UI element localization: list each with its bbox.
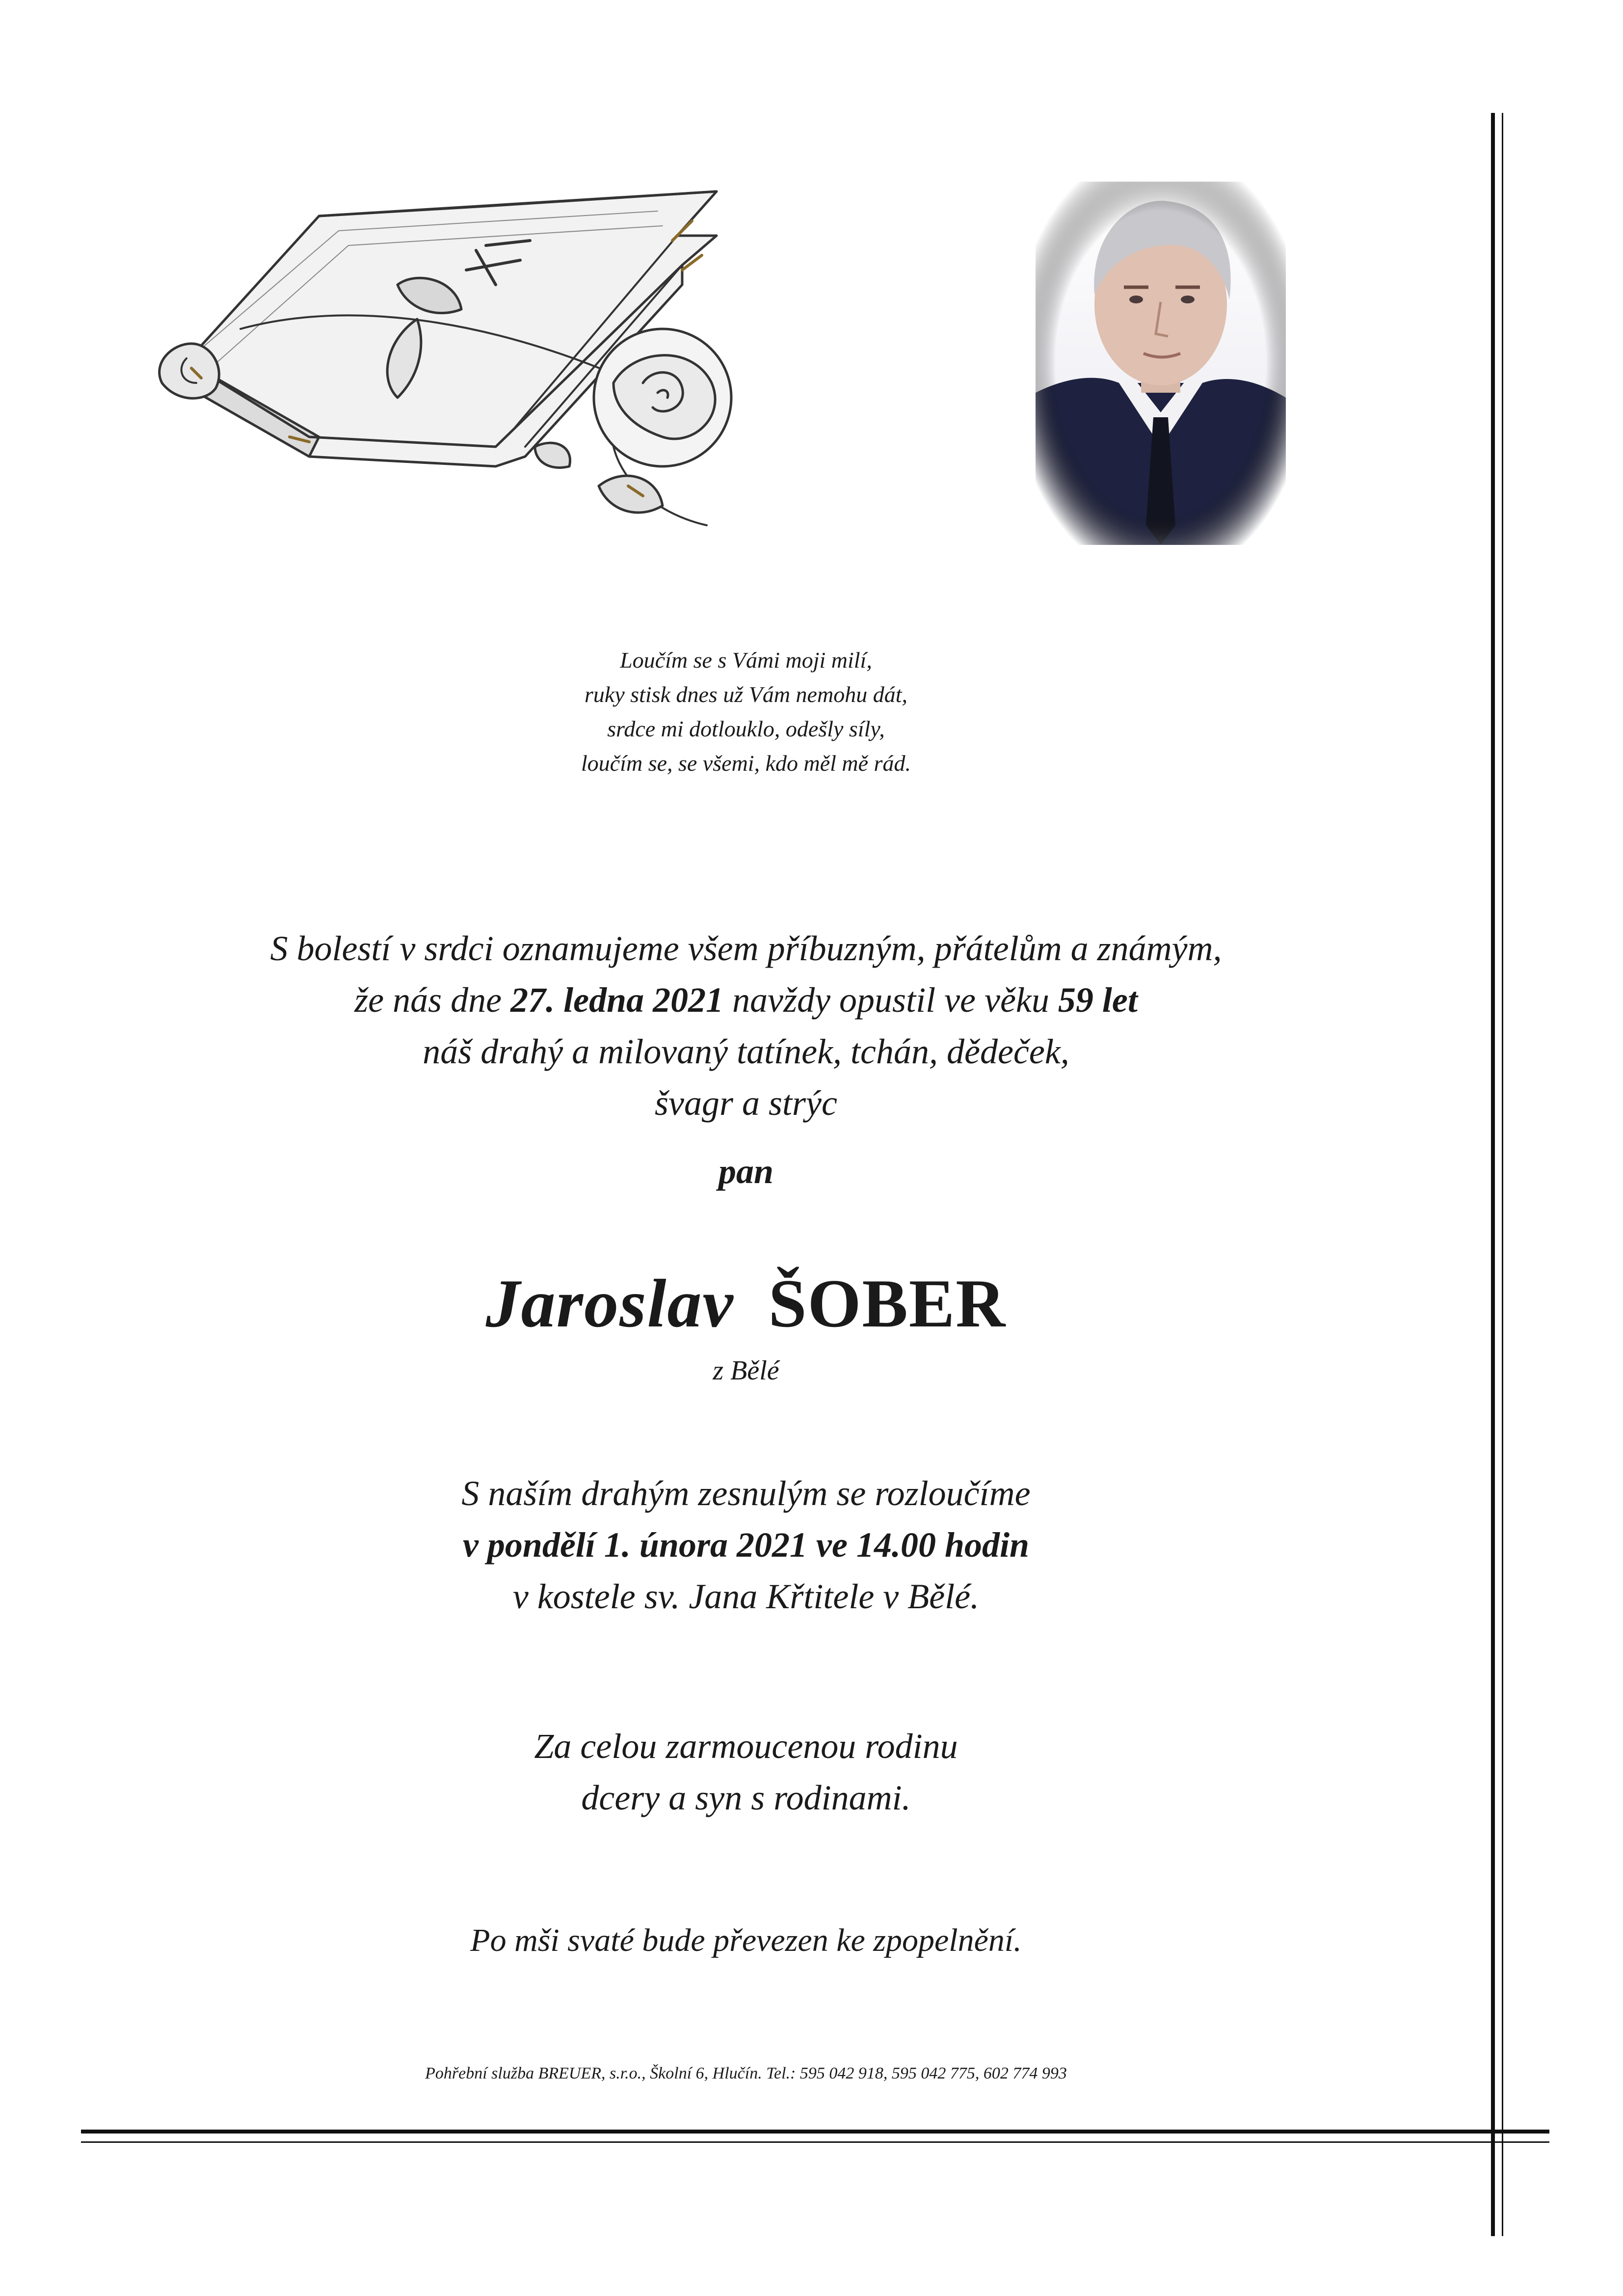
farewell-intro: S naším drahým zesnulým se rozloučíme <box>461 1474 1031 1513</box>
family-signature <box>0 1721 1492 1824</box>
cremation-note: Po mši svaté bude převezen ke zpopelnění. <box>470 1922 1022 1958</box>
announcement-text: navždy opustil ve věku <box>723 980 1058 1020</box>
announcement-line-1: S bolestí v srdci oznamujeme všem příbuzným, přátelům a známým, <box>270 929 1222 968</box>
funeral-place: v kostele sv. Jana Křtitele v Bělé. <box>512 1577 980 1616</box>
poem-line: loučím se, se všemi, kdo měl mě rád. <box>581 751 911 776</box>
family-line-2: dcery a syn s rodinami. <box>581 1778 911 1817</box>
poem-line: srdce mi dotlouklo, odešly síly, <box>607 716 885 741</box>
family-line-1: Za celou zarmoucenou rodinu <box>534 1727 958 1766</box>
surname: ŠOBER <box>768 1266 1007 1342</box>
border-bottom-thick <box>81 2130 1549 2134</box>
deceased-name <box>0 1264 1492 1343</box>
book-rose-illustration <box>142 172 756 565</box>
border-bottom-thin <box>81 2141 1549 2143</box>
funeral-service-footer: Pohřební služba BREUER, s.r.o., Školní 6, Hlučín. Tel.: 595 042 918, 595 042 775, 602 774 993 <box>425 2064 1067 2082</box>
death-date: 27. ledna 2021 <box>510 980 724 1020</box>
announcement-text: že nás dne <box>354 980 511 1020</box>
funeral-details <box>0 1468 1492 1622</box>
farewell-poem <box>0 643 1492 781</box>
announcement-line-2 <box>0 974 1492 1026</box>
announcement-line-3: náš drahý a milovaný tatínek, tchán, dědeček, <box>423 1032 1069 1071</box>
first-name: Jaroslav <box>485 1266 734 1342</box>
poem-line: Loučím se s Vámi moji milí, <box>620 648 872 673</box>
deceased-portrait-photo <box>1036 182 1286 545</box>
announcement-line-4: švagr a strýc <box>655 1083 837 1123</box>
border-right-thin <box>1502 113 1503 2236</box>
deceased-origin: z Bělé <box>713 1355 779 1386</box>
poem-line: ruky stisk dnes už Vám nemohu dát, <box>585 682 907 707</box>
death-announcement <box>0 923 1492 1129</box>
age: 59 let <box>1058 980 1138 1020</box>
funeral-datetime: v pondělí 1. února 2021 ve 14.00 hodin <box>462 1525 1030 1565</box>
honorific-title: pan <box>718 1152 774 1191</box>
